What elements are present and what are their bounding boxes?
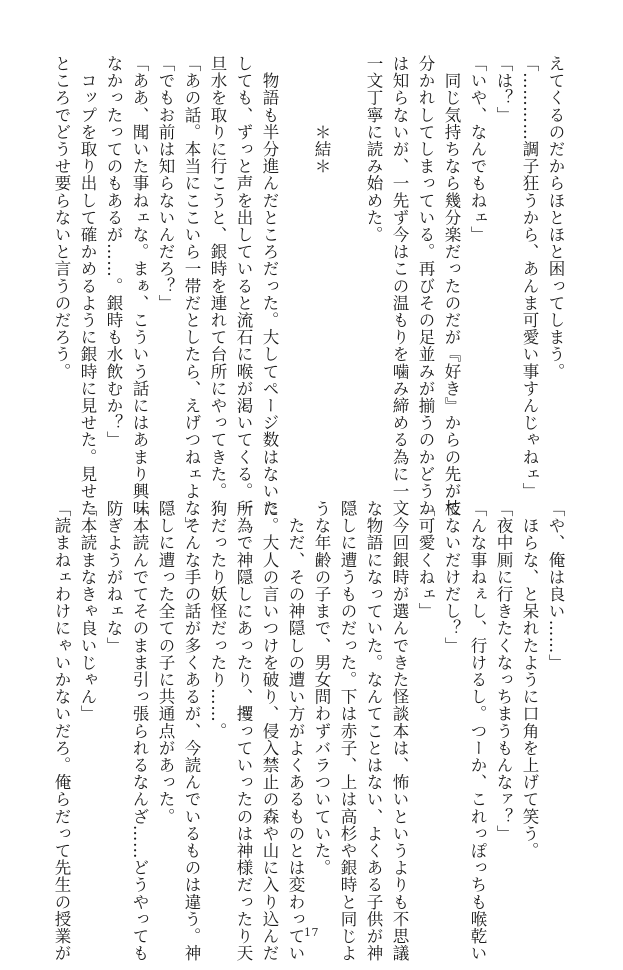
bottom-text-line: 「可愛くねェ」 xyxy=(416,500,435,620)
top-text-line: 「…………調子狂うから、あんま可愛い事すんじゃねェ」 xyxy=(520,55,539,500)
bottom-text-line: 「や、俺は良い……」 xyxy=(546,500,565,671)
bottom-text-line: ただ、その神隠しの遭い方がよくあるものとは変わってい xyxy=(286,500,305,962)
top-text-line: 「ああ、聞いた事ねェな。まぁ、こういう話にはあまり興味 xyxy=(130,55,149,517)
top-text-line: 「いや、なんでもねェ」 xyxy=(468,55,487,244)
bottom-text-line: 狗だったり妖怪だったり……。 xyxy=(208,500,227,740)
bottom-text-line: 所為で神隠しにあったり、攫っていったのは神様だったり天 xyxy=(234,500,253,962)
text-block-top xyxy=(48,55,568,534)
top-text-line: 「は？」 xyxy=(494,55,513,124)
top-text-line: 「あの話。本当にここいら一帯だとしたら、えげつねェよな」 xyxy=(182,55,201,534)
bottom-text-line: た。大人の言いつけを破り、侵入禁止の森や山に入り込んだ xyxy=(260,500,279,962)
bottom-text-line: な物語になっていた。なんてことはない、よくある子供が神 xyxy=(364,500,383,962)
top-text-line: は知らないが、一先ず今はこの温もりを噛み締める為に一文 xyxy=(390,55,409,517)
bottom-text-line: 「んな事ねぇし、行けるし。つーか、これっぽっちも喉乾い xyxy=(468,500,487,962)
top-text-line: 「でもお前は知らないんだろ？」 xyxy=(156,55,175,312)
top-text-line: えてくるのだからほとほと困ってしまう。 xyxy=(546,55,565,380)
bottom-text-line: 隠しに遭うものだった。下は赤子、上は高杉や銀時と同じよ xyxy=(338,500,357,962)
bottom-text-line: 「読まねェわけにゃいかないだろ。俺らだって先生の授業が xyxy=(52,500,71,962)
bottom-text-line: 防ぎようがねェな」 xyxy=(104,500,123,654)
bottom-text-line: 「本読まなきゃ良いじゃん」 xyxy=(78,500,97,723)
bottom-text-line: うな年齢の子まで、男女問わずバラついていた。 xyxy=(312,500,331,877)
bottom-text-line: 「本読んでてそのまま引っ張られるなんざ……どうやっても xyxy=(130,500,149,962)
top-text-line: 一文丁寧に読み始めた。 xyxy=(364,55,383,244)
top-text-line: 旦水を取りに行こうと、銀時を連れて台所にやってきた。 xyxy=(208,55,227,500)
bottom-text-line: ほらな、と呆れたように口角を上げて笑う。 xyxy=(520,500,539,860)
bottom-text-line: 「夜中厠に行きたくなっちまうもんなァ？」 xyxy=(494,500,513,842)
top-text-line: 物語も半分進んだところだった。大してページ数はないに xyxy=(260,55,279,517)
top-text-line: ところでどうせ要らないと言うのだろう。 xyxy=(52,55,71,380)
top-text-line: なかったってのもあるが……。銀時も水飲むか？」 xyxy=(104,55,123,449)
bottom-text-line: そんな手の話が多くあるが、今読んでいるものは違う。神 xyxy=(182,500,201,962)
top-text-line: ＊結＊ xyxy=(312,55,331,175)
top-text-line: 分かれしてしまっている。再びその足並みが揃うのかどうか xyxy=(416,55,435,517)
bottom-text-line: 隠しに遭った全ての子に共通点があった。 xyxy=(156,500,175,825)
top-text-line: しても、ずっと声を出していると流石に喉が渇いてくる。一 xyxy=(234,55,253,517)
top-text-line: 同じ気持ちなら幾分楽だったのだが『好き』からの先が枝 xyxy=(442,55,461,517)
page-number: 17 xyxy=(304,926,319,939)
top-text-line: コップを取り出して確かめるように銀時に見せた。見せた xyxy=(78,55,97,517)
top-text-line xyxy=(282,55,308,460)
bottom-text-line: 今回銀時が選んできた怪談本は、怖いというよりも不思議 xyxy=(390,500,409,962)
bottom-text-line: てないだけだし？」 xyxy=(442,500,461,654)
top-text-line xyxy=(334,55,360,460)
